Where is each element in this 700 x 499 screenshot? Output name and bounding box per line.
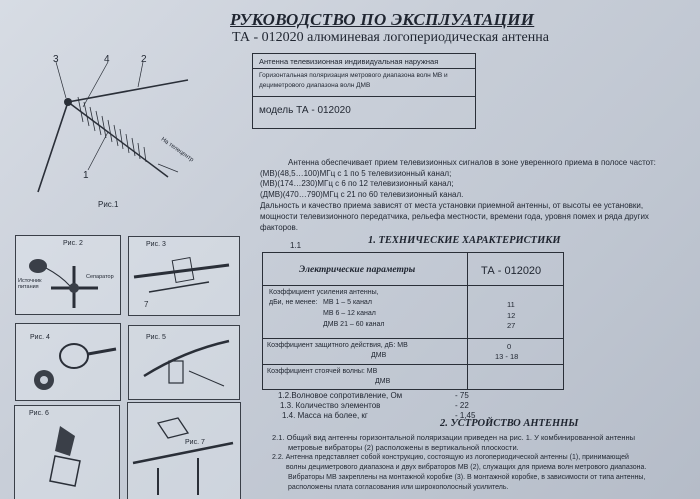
gain-row-2-value: 12 — [507, 311, 516, 320]
intro-line-5: Дальность и качество приема зависят от места установки приемной антенны, от высоты ее установки, — [260, 201, 644, 210]
fig5-caption: Рис. 5 — [146, 334, 166, 341]
param-2-value: - 22 — [455, 401, 469, 410]
fig2-separator: Сепаратор — [86, 274, 114, 280]
info-box — [252, 53, 476, 129]
svg-text:7: 7 — [144, 300, 149, 309]
protect-dmv: ДМВ — [371, 352, 387, 359]
param-3-label: 1.4. Масса на более, кг — [282, 411, 368, 420]
s2-line-2: метровые вибраторы (2) расположены в вертикальной плоскости. — [288, 443, 519, 452]
fig7-caption: Рис. 7 — [185, 439, 205, 446]
figure-4 — [15, 323, 121, 401]
section-1-num: 1.1 — [290, 241, 302, 250]
gain-row-3-label: ДМВ 21 – 60 канал — [323, 321, 385, 328]
swr-dmv: ДМВ — [375, 378, 391, 385]
s2-line-5: Вибраторы МВ закреплены на монтажной коробке (3). В монтажной коробке, в зависимости от типа антенны, — [288, 474, 646, 481]
fig1-label-4: 4 — [104, 54, 110, 65]
model-label: модель ТА - 012020 — [259, 105, 351, 116]
gain-row-2-label: МВ 6 – 12 канал — [323, 310, 376, 317]
fig3-caption: Рис. 3 — [146, 241, 166, 248]
protect-value-dmv: 13 - 18 — [495, 352, 519, 361]
section-1-title: 1. ТЕХНИЧЕСКИЕ ХАРАКТЕРИСТИКИ — [368, 235, 561, 246]
fig1-label-3: 3 — [53, 54, 59, 65]
gain-row-3-value: 27 — [507, 321, 516, 330]
protect-value-mv: 0 — [507, 342, 512, 351]
antenna-drawing — [28, 52, 211, 219]
param-1-label: 1.2.Волновое сопротивление, Ом — [278, 391, 403, 400]
page-subtitle: ТА - 012020 алюминевая логопериодическая антенна — [232, 30, 549, 45]
fig1-label-2: 2 — [141, 54, 147, 65]
figure-7 — [127, 402, 241, 499]
swr-label: Коэффициент стоячей волны: МВ — [267, 368, 378, 375]
param-3-value: - 1,45 — [455, 411, 476, 420]
s2-line-1: 2.1. Общий вид антенны горизонтальной поляризации приведен на рис. 1. У комбинированной антенны — [272, 433, 636, 442]
figure-1 — [28, 52, 211, 219]
page-title: РУКОВОДСТВО ПО ЭКСПЛУАТАЦИИ — [230, 10, 535, 29]
s2-line-3: 2.2. Антенна представляет собой конструкцию, состоящую из логопериодической антенны (1), принимающей — [272, 454, 629, 461]
figure-6 — [14, 405, 120, 499]
s2-line-4: волны дециметрового диапазона и двух вибраторов МВ (2), служащих для приема волн метрового диапазона. — [286, 464, 647, 471]
intro-line-4: (ДМВ)(470…790)МГц с 21 по 60 телевизионный канал. — [260, 190, 464, 199]
info-line-3: дециметрового диапазона волн ДМВ — [259, 82, 371, 89]
specs-table — [262, 252, 564, 390]
figure-5 — [128, 325, 240, 400]
intro-line-1: Антенна обеспечивает прием телевизионных сигналов в зоне уверенного приема в полосе частот: — [288, 158, 656, 167]
fig4-caption: Рис. 4 — [30, 334, 50, 341]
fig2-caption: Рис. 2 — [63, 240, 83, 247]
param-1-value: - 75 — [455, 391, 469, 400]
intro-line-7: факторов. — [260, 223, 299, 232]
intro-line-6: мощности телевизионного передатчика, рельефа местности, времени года, уровня помех и ряда других — [260, 212, 649, 221]
figure-3 — [128, 236, 240, 316]
gain-title: Коэффициент усиления антенны, — [269, 289, 379, 296]
gain-row-1-label: МВ 1 – 5 канал — [323, 299, 372, 306]
fig1-label-1: 1 — [83, 170, 89, 181]
fig1-caption: Рис.1 — [98, 200, 119, 209]
fig6-caption: Рис. 6 — [29, 410, 49, 417]
info-line-1: Антенна телевизионная индивидуальная наружная — [259, 57, 439, 66]
intro-line-2: (МВ)(48,5…100)МГц с 1 по 5 телевизионный канал; — [260, 169, 452, 178]
protect-label: Коэффициент защитного действия, дБ: МВ — [267, 342, 408, 349]
param-2-label: 1.3. Количество элементов — [280, 401, 381, 410]
fig1-direction: На телецентр — [159, 136, 195, 164]
table-header-model: ТА - 012020 — [481, 265, 542, 277]
fig2-source: Источник питания — [18, 278, 42, 290]
gain-sub: дБи, не менее: — [269, 299, 318, 306]
info-line-2: Горизонтальная поляризация метрового диапазона волн МВ и — [259, 72, 448, 79]
gain-row-1-value: 11 — [507, 300, 515, 309]
intro-line-3: (МВ)(174…230)МГц с 6 по 12 телевизионный канал; — [260, 179, 454, 188]
s2-line-6: расположены плата согласования или широкополосный усилитель. — [288, 484, 509, 491]
section-2-title: 2. УСТРОЙСТВО АНТЕННЫ — [440, 418, 579, 429]
figure-2 — [15, 235, 121, 315]
table-header-params: Электрические параметры — [299, 265, 416, 275]
